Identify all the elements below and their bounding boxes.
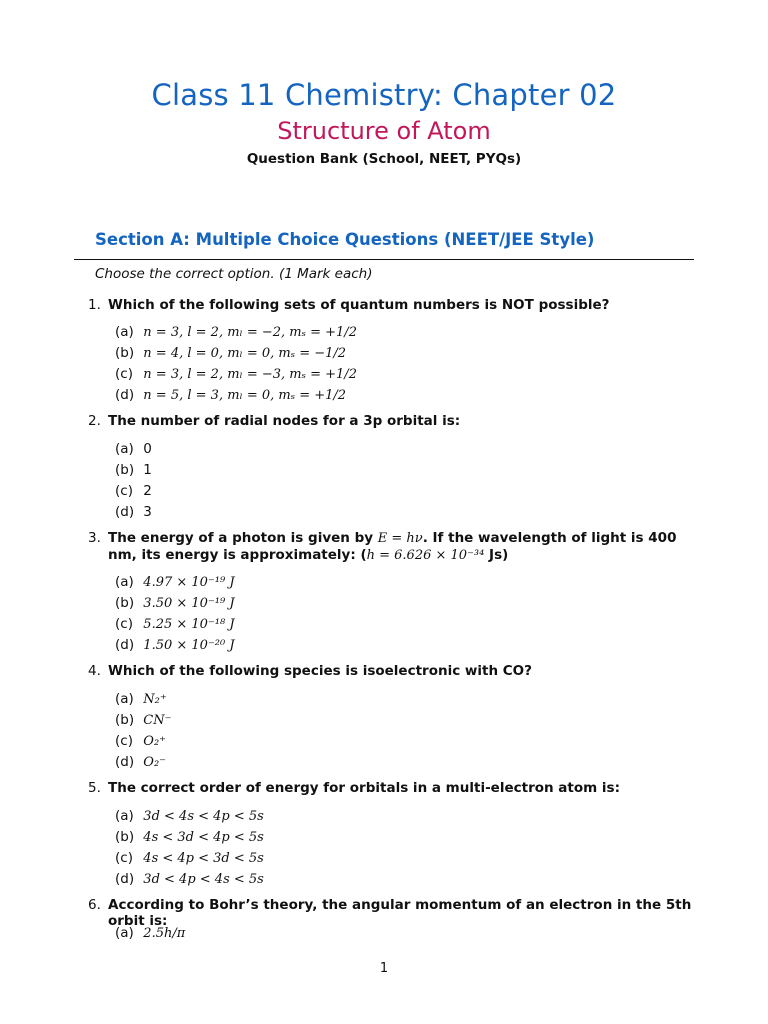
option-item [115,574,235,594]
option-item [115,925,185,945]
option-label: (d) [115,504,135,520]
question-number: 6. [88,897,101,913]
option-item [115,754,166,774]
option-item [115,462,152,482]
question-text-part: . If the wavelength of light is 400 nm, its energy is approximately: ( [108,530,677,563]
option-text: 4.97 × 10⁻¹⁹ J [143,575,235,590]
option-label: (d) [115,871,135,887]
option-text: O₂⁻ [143,755,167,770]
option-label: (b) [115,829,135,845]
question-text: The correct order of energy for orbitals in a multi-electron atom is: [108,780,620,796]
option-item [115,324,357,344]
option-text: O₂⁺ [143,734,167,749]
option-label: (a) [115,441,134,457]
question-text: Which of the following sets of quantum numbers is NOT possible? [108,297,610,313]
section-heading: Section A: Multiple Choice Questions (NEET/JEE Style) [95,230,595,249]
option-label: (b) [115,595,135,611]
option-label: (a) [115,808,134,824]
option-text: 4s < 3d < 4p < 5s [143,830,264,845]
question-number: 5. [88,780,101,796]
document-subtitle: Structure of Atom [277,117,491,145]
option-text: N₂⁺ [143,692,167,707]
option-text: 3 [143,504,152,520]
option-label: (a) [115,324,134,340]
option-text: CN⁻ [143,713,172,728]
question-number: 1. [88,297,101,313]
document-title: Class 11 Chemistry: Chapter 02 [151,78,617,112]
option-text: 3d < 4s < 4p < 5s [143,809,264,824]
question-text-part: Js) [484,547,509,563]
option-label: (d) [115,754,135,770]
option-label: (d) [115,637,135,653]
option-label: (c) [115,850,133,866]
document-tagline: Question Bank (School, NEET, PYQs) [246,151,522,167]
option-item [115,712,171,732]
option-label: (a) [115,574,134,590]
option-item [115,808,264,828]
option-item [115,691,167,711]
option-text: 3.50 × 10⁻¹⁹ J [143,596,235,611]
option-text: 5.25 × 10⁻¹⁸ J [143,617,235,632]
question-text: According to Bohr’s theory, the angular momentum of an electron in the 5th orbit is: [108,897,692,929]
option-text: n = 4, l = 0, mₗ = 0, mₛ = −1/2 [143,346,347,361]
question-number: 2. [88,413,101,429]
option-item [115,504,152,524]
option-item [115,483,152,503]
option-text: n = 5, l = 3, mₗ = 0, mₛ = +1/2 [143,388,347,403]
question-number: 3. [88,530,101,546]
option-label: (c) [115,616,133,632]
option-label: (c) [115,366,133,382]
question-formula: E = hν [377,531,423,546]
option-label: (a) [115,925,134,941]
page-number: 1 [379,961,389,976]
section-divider [74,259,694,260]
question-text: Which of the following species is isoelectronic with CO? [108,663,532,679]
option-text: 1 [143,462,152,478]
option-item [115,871,264,891]
section-instruction: Choose the correct option. (1 Mark each) [95,266,373,282]
option-item [115,616,235,636]
option-text: 2 [143,483,152,499]
question-formula: h = 6.626 × 10⁻³⁴ [366,548,485,563]
option-item [115,733,166,753]
option-item [115,637,235,657]
option-item [115,829,264,849]
option-label: (b) [115,462,135,478]
option-item [115,345,346,365]
option-text: 0 [143,441,152,457]
option-label: (d) [115,387,135,403]
option-text: 1.50 × 10⁻²⁰ J [143,638,235,653]
option-item [115,387,346,407]
option-text: 3d < 4p < 4s < 5s [143,872,264,887]
option-label: (a) [115,691,134,707]
option-label: (c) [115,483,133,499]
option-label: (c) [115,733,133,749]
option-text: 4s < 4p < 3d < 5s [143,851,264,866]
option-item [115,441,152,461]
option-item [115,595,235,615]
option-text: n = 3, l = 2, mₗ = −3, mₛ = +1/2 [143,367,357,382]
question-text: The number of radial nodes for a 3p orbital is: [108,413,461,429]
option-text: 2.5h/π [143,926,186,941]
option-item [115,366,357,386]
option-label: (b) [115,345,135,361]
question-number: 4. [88,663,101,679]
option-text: n = 3, l = 2, mₗ = −2, mₛ = +1/2 [143,325,357,340]
question-text [108,530,698,564]
question-text-part: The energy of a photon is given by [108,530,378,546]
option-item [115,850,264,870]
option-label: (b) [115,712,135,728]
